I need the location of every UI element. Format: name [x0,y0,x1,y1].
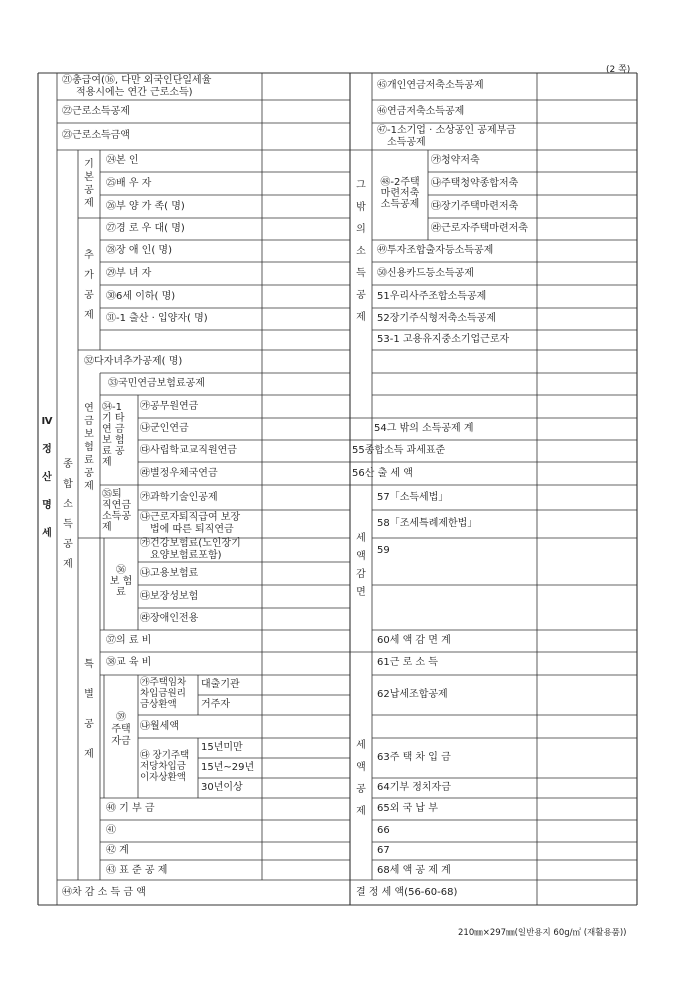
paper-spec-footer: 210㎜×297㎜(일반용지 60g/㎡ (재활용품)) [458,928,627,938]
row-35b-label-2: 법에 따른 퇴직연금 [150,524,234,535]
row-34c-label: ㉰사립학교교직원연금 [140,445,237,456]
row-58-label: 58「조세특례제한법」 [377,518,478,529]
additional-deduction-group: 추 가 공 제 [84,250,94,321]
row-34b-label: ㉯군인연금 [140,423,189,434]
row-36-group-label: ㊱ 보 험 료 [109,565,133,598]
row-34d-label: ㉱별정우체국연금 [140,468,218,479]
row-21-label: ㉑총급여(⑯, 다만 외국인단일세율 [62,75,212,86]
row-23-label: ㉓근로소득금액 [62,130,130,141]
tax-reduction-group: 세 액 감 면 [356,533,366,598]
row-34a-label: ㉮공무원연금 [140,401,199,412]
section-title: Ⅳ 정 산 명 세 [41,416,53,539]
pension-deduction-group: 연 금 보 험 료 공 제 [84,403,94,492]
row-51-label: 51우리사주조합소득공제 [377,291,487,302]
row-50-label: ㊿신용카드등소득공제 [377,268,474,279]
row-28-label: ㉘장 애 인( 명) [106,245,172,256]
row-48-group-label: ㊽-2주택 마련저축 소득공제 [380,177,420,210]
row-48c-label: ㉰장기주택마련저축 [431,201,519,212]
row-48b-label: ㉯주택청약종합저축 [431,178,519,189]
row-54-label: 54그 밖의 소득공제 계 [374,423,474,434]
row-57-label: 57「소득세법」 [377,492,449,503]
row-36d-label: ㉱장애인전용 [140,613,199,624]
row-39a-resident: 거주자 [201,699,230,710]
row-38-label: ㊳교 육 비 [106,657,152,668]
row-34-group-label: ㉞-1 기 타 연 금 보 험 료 공 제 [102,402,125,468]
row-40-label: ㊵ 기 부 금 [106,803,155,814]
row-39a-label: ㉮주택임차 차입금원리 금상환액 [140,677,187,710]
row-39c-over30: 30년이상 [201,782,243,793]
row-69-label: 결 정 세 액(56-60-68) [356,887,458,898]
row-68-label: 68세 액 공 제 계 [377,865,451,876]
row-37-label: ㊲의 료 비 [106,635,152,646]
row-67-label: 67 [377,845,390,856]
row-56-label: 56산 출 세 액 [352,468,413,479]
row-33-label: ㉝국민연금보험료공제 [108,378,205,389]
row-22-label: ㉒근로소득공제 [62,106,130,117]
row-60-label: 60세 액 감 면 계 [377,635,451,646]
row-66-label: 66 [377,825,390,836]
row-39b-label: ㉯월세액 [140,721,179,732]
row-44-label: ㊹차 감 소 득 금 액 [62,887,146,898]
tax-credit-group: 세 액 공 제 [356,740,366,817]
special-deduction-group: 특 별 공 제 [84,659,94,760]
basic-deduction-group: 기 본 공 제 [84,159,94,209]
row-53-label: 53-1 고용유지중소기업근로자 [377,334,510,345]
row-55-label: 55종합소득 과세표준 [352,445,446,456]
row-62-label: 62납세조합공제 [377,689,448,700]
row-39c-under15: 15년미만 [201,742,243,753]
row-48a-label: ㉮청약저축 [431,155,480,166]
row-42-label: ㊷ 계 [106,845,129,856]
other-deduction-group: 그 밖 의 소 득 공 제 [356,180,366,323]
row-29-label: ㉙부 녀 자 [106,268,152,279]
row-43-label: ㊸ 표 준 공 제 [106,865,168,876]
row-63-label: 63주 택 차 입 금 [377,752,451,763]
row-45-label: ㊺개인연금저축소득공제 [377,80,484,91]
row-21-label-2: 적용시에는 연간 근로소득) [76,87,193,98]
row-47-label: ㊼-1소기업 · 소상공인 공제부금 [377,125,516,136]
row-24-label: ㉔본 인 [106,155,139,166]
row-36a-label: ㉮건강보험료(노인장기 [140,538,241,549]
row-39-group-label: ㊴ 주택 자금 [111,712,131,747]
row-25-label: ㉕배 우 자 [106,178,152,189]
row-36b-label: ㉯고용보험료 [140,568,199,579]
row-65-label: 65외 국 납 부 [377,803,438,814]
row-36a-label-2: 요양보험료포함) [150,550,222,561]
row-49-label: ㊾투자조합출자등소득공제 [377,245,494,256]
row-31-label: ㉛-1 출산 · 입양자( 명) [106,313,208,324]
row-35-group-label: ㉟퇴 직연금 소득공 제 [102,489,131,533]
row-47-label-2: 소득공제 [387,137,426,148]
row-64-label: 64기부 정치자금 [377,782,451,793]
row-61-label: 61근 로 소 득 [377,657,438,668]
row-46-label: ㊻연금저축소득공제 [377,106,465,117]
row-27-label: ㉗경 로 우 대( 명) [106,223,185,234]
row-35a-label: ㉮과학기술인공제 [140,492,218,503]
row-30-label: ㉚6세 이하( 명) [106,291,176,302]
row-36c-label: ㉰보장성보험 [140,591,199,602]
row-26-label: ㉖부 양 가 족( 명) [106,201,185,212]
row-35b-label: ㉯근로자퇴직급여 보장 [140,512,241,523]
row-41-label: ㊶ [106,825,116,836]
gross-deduction-group: 종 합 소 득 공 제 [63,459,73,570]
page-number: (2 쪽) [606,65,631,75]
row-59-label: 59 [377,545,390,556]
row-52-label: 52장기주식형저축소득공제 [377,313,496,324]
row-39a-lender: 대출기관 [201,679,240,690]
row-32-label: ㉜다자녀추가공제( 명) [84,356,183,367]
row-39c-15to29: 15년~29년 [201,762,255,773]
row-39c-label: ㉰ 장기주택 저당차입금 이자상환액 [140,750,190,783]
row-48d-label: ㉱근로자주택마련저축 [431,223,528,234]
